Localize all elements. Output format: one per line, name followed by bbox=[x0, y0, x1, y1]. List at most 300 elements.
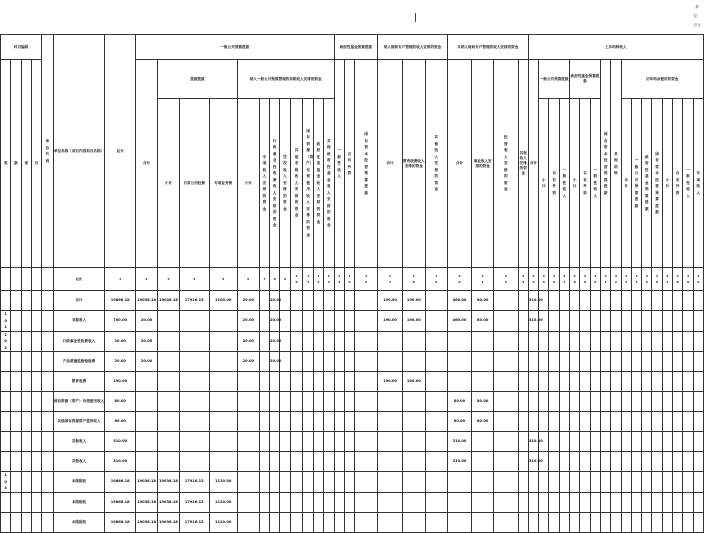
row-value bbox=[303, 392, 313, 412]
row-code-xiang bbox=[21, 432, 31, 452]
row-value bbox=[313, 412, 323, 432]
row-value bbox=[621, 492, 631, 512]
row-value bbox=[662, 452, 672, 472]
row-value bbox=[549, 432, 559, 452]
row-value bbox=[652, 372, 662, 392]
row-value bbox=[355, 291, 378, 311]
row-value bbox=[324, 392, 334, 412]
row-value bbox=[642, 412, 652, 432]
row-value bbox=[693, 452, 703, 472]
row-value bbox=[642, 311, 652, 332]
row-value: 190.00 bbox=[378, 291, 402, 311]
row-value bbox=[673, 492, 683, 512]
row-value bbox=[518, 412, 528, 432]
idx-cell: 10 bbox=[290, 268, 303, 291]
table-row bbox=[1, 372, 704, 392]
header-gf-1: 一般性收入 bbox=[334, 60, 344, 268]
row-value bbox=[402, 512, 425, 532]
row-unit-code bbox=[42, 412, 54, 432]
row-value bbox=[158, 452, 180, 472]
row-value bbox=[611, 432, 621, 452]
row-value bbox=[631, 472, 641, 493]
row-code-xiang bbox=[21, 372, 31, 392]
row-value bbox=[259, 452, 269, 472]
row-code-lei: 102 bbox=[1, 331, 11, 352]
row-value bbox=[237, 412, 259, 432]
row-value bbox=[652, 472, 662, 493]
row-value bbox=[642, 392, 652, 412]
row-code-lei bbox=[1, 291, 11, 311]
row-value bbox=[559, 392, 569, 412]
row-value bbox=[673, 512, 683, 532]
header-pb-gen: 一般公共预算拨款 bbox=[539, 60, 570, 99]
row-value bbox=[472, 472, 494, 493]
idx-cell: 9 bbox=[280, 268, 290, 291]
row-value: 19036.18 bbox=[136, 291, 158, 311]
row-value bbox=[539, 352, 549, 372]
row-value bbox=[539, 472, 549, 493]
row-value bbox=[621, 472, 631, 493]
row-value: 460.00 bbox=[447, 311, 471, 332]
row-value bbox=[378, 352, 402, 372]
row-value bbox=[344, 512, 354, 532]
row-value bbox=[693, 372, 703, 392]
row-value bbox=[518, 291, 528, 311]
row-value: 17916.15 bbox=[179, 291, 209, 311]
row-value bbox=[280, 311, 290, 332]
row-value bbox=[158, 412, 180, 432]
table-cell: 政府住房基金收入安排的资金 bbox=[313, 99, 323, 268]
row-value: 19036.18 bbox=[158, 291, 180, 311]
row-value bbox=[631, 492, 641, 512]
row-value bbox=[378, 512, 402, 532]
row-name: 其他收入 bbox=[53, 432, 105, 452]
row-value bbox=[425, 311, 447, 332]
idx-cell: 31 bbox=[600, 268, 610, 291]
row-value bbox=[179, 412, 209, 432]
header-incl-income: 纳入一般公共预算管理的非税收入安排的资金 bbox=[237, 60, 334, 99]
row-value bbox=[673, 392, 683, 412]
row-value bbox=[580, 412, 590, 432]
row-value bbox=[642, 512, 652, 532]
row-value bbox=[303, 512, 313, 532]
row-value bbox=[344, 311, 354, 332]
row-value bbox=[621, 372, 631, 392]
idx-cell: 8 bbox=[270, 268, 280, 291]
row-value bbox=[344, 452, 354, 472]
row-value bbox=[570, 432, 580, 452]
table-cell: 一般公共预算拨款 bbox=[631, 99, 641, 268]
row-value: 20.00 bbox=[136, 331, 158, 352]
idx-cell: 1 bbox=[105, 268, 136, 291]
row-value bbox=[158, 331, 180, 352]
row-value bbox=[518, 472, 528, 493]
row-value bbox=[600, 452, 610, 472]
idx-cell: 40 bbox=[693, 268, 703, 291]
header-code-group: 科目编码 bbox=[1, 35, 42, 60]
row-value bbox=[528, 392, 538, 412]
row-value bbox=[611, 392, 621, 412]
header-fiscal-special: 纳入财政专户管理的收入安排的资金 bbox=[378, 35, 448, 60]
idx-cell bbox=[42, 268, 54, 291]
row-value bbox=[528, 512, 538, 532]
row-value bbox=[355, 412, 378, 432]
idx-cell: 18 bbox=[402, 268, 425, 291]
row-value bbox=[611, 311, 621, 332]
row-value bbox=[600, 311, 610, 332]
row-name: 本级税收 bbox=[53, 512, 105, 532]
header-nf-other: 其他收入安排的资金 bbox=[518, 60, 528, 268]
header-gb-subtotal: 合计 bbox=[136, 60, 158, 268]
row-value bbox=[600, 432, 610, 452]
row-value bbox=[324, 512, 334, 532]
row-value bbox=[378, 392, 402, 412]
table-cell: 国有资源（资产）有偿使用收入安排的资金 bbox=[303, 99, 313, 268]
table-cell: 自有外资 bbox=[549, 99, 559, 268]
row-value: 1100.00 bbox=[209, 291, 237, 311]
row-value bbox=[355, 472, 378, 493]
row-value bbox=[290, 452, 303, 472]
row-value bbox=[209, 311, 237, 332]
row-value bbox=[447, 512, 471, 532]
row-value bbox=[590, 291, 600, 311]
row-code-xiang bbox=[21, 412, 31, 432]
row-value bbox=[472, 352, 494, 372]
row-value: 19866.18 bbox=[105, 492, 136, 512]
row-value bbox=[237, 392, 259, 412]
row-value bbox=[425, 512, 447, 532]
row-value bbox=[158, 432, 180, 452]
row-value: 20.00 bbox=[136, 311, 158, 332]
row-value bbox=[179, 372, 209, 392]
row-value bbox=[290, 512, 303, 532]
row-value: 190.00 bbox=[105, 372, 136, 392]
row-value bbox=[611, 331, 621, 352]
row-value bbox=[270, 392, 280, 412]
row-value bbox=[549, 352, 559, 372]
row-unit-code bbox=[42, 372, 54, 392]
row-code-kuan bbox=[11, 512, 21, 532]
row-value bbox=[237, 452, 259, 472]
row-value: 17916.15 bbox=[179, 492, 209, 512]
header-unit-name: 单位名称（项目内容科目名称） bbox=[53, 35, 105, 268]
row-value bbox=[549, 291, 559, 311]
row-code-kuan bbox=[11, 291, 21, 311]
row-value bbox=[590, 372, 600, 392]
row-name: 非税收入 bbox=[53, 311, 105, 332]
table-row bbox=[1, 472, 704, 493]
row-value bbox=[303, 492, 313, 512]
row-value bbox=[136, 372, 158, 392]
row-value bbox=[621, 432, 631, 452]
row-value bbox=[425, 492, 447, 512]
row-value bbox=[280, 291, 290, 311]
row-code-xiang bbox=[21, 472, 31, 493]
row-value bbox=[355, 452, 378, 472]
row-value bbox=[472, 512, 494, 532]
row-name: 合计 bbox=[53, 291, 105, 311]
row-value bbox=[662, 392, 672, 412]
row-value: 20.00 bbox=[136, 352, 158, 372]
row-code-mu bbox=[31, 392, 41, 412]
row-value bbox=[290, 412, 303, 432]
row-value bbox=[549, 372, 559, 392]
row-code-kuan bbox=[11, 432, 21, 452]
row-value bbox=[378, 331, 402, 352]
row-value bbox=[570, 291, 580, 311]
idx-cell: 17 bbox=[378, 268, 402, 291]
row-value bbox=[580, 372, 590, 392]
row-value bbox=[590, 472, 600, 493]
row-value bbox=[313, 512, 323, 532]
row-code-kuan bbox=[11, 452, 21, 472]
idx-cell: 11 bbox=[303, 268, 313, 291]
row-name: 本级税收 bbox=[53, 472, 105, 493]
row-value bbox=[580, 352, 590, 372]
idx-cell: 37 bbox=[662, 268, 672, 291]
row-value: 20.00 bbox=[270, 311, 280, 332]
row-value: 20.00 bbox=[237, 311, 259, 332]
header-nf-mgmt: 经营收入安排的资金 bbox=[494, 60, 518, 268]
row-value bbox=[447, 331, 471, 352]
row-value bbox=[290, 291, 303, 311]
idx-cell: 5 bbox=[209, 268, 237, 291]
row-value bbox=[344, 492, 354, 512]
header-ii-subtotal: 小计 bbox=[237, 99, 259, 268]
header-pb-fund: 政府性基金预算拨款 bbox=[570, 60, 601, 99]
idx-cell: 6 bbox=[237, 268, 259, 291]
row-value bbox=[494, 352, 518, 372]
row-code-kuan bbox=[11, 352, 21, 372]
row-value bbox=[425, 452, 447, 472]
row-value bbox=[683, 432, 693, 452]
row-value: 190.00 bbox=[402, 311, 425, 332]
row-value bbox=[209, 392, 237, 412]
header-ba-salary: 日常公用经费 bbox=[179, 99, 209, 268]
row-value bbox=[447, 372, 471, 392]
row-value bbox=[179, 331, 209, 352]
row-code-lei bbox=[1, 452, 11, 472]
row-value bbox=[270, 432, 280, 452]
row-value bbox=[631, 352, 641, 372]
idx-cell: 39 bbox=[683, 268, 693, 291]
row-value bbox=[570, 472, 580, 493]
row-value bbox=[631, 512, 641, 532]
row-value bbox=[237, 492, 259, 512]
row-value bbox=[303, 432, 313, 452]
row-value bbox=[136, 452, 158, 472]
row-code-xiang bbox=[21, 352, 31, 372]
row-code-lei bbox=[1, 372, 11, 392]
row-value bbox=[631, 331, 641, 352]
row-value bbox=[472, 372, 494, 392]
row-value bbox=[642, 331, 652, 352]
row-value bbox=[378, 432, 402, 452]
row-value bbox=[539, 392, 549, 412]
row-value bbox=[158, 352, 180, 372]
row-value bbox=[611, 372, 621, 392]
row-value bbox=[158, 392, 180, 412]
row-value bbox=[425, 331, 447, 352]
row-value bbox=[590, 331, 600, 352]
row-value bbox=[313, 392, 323, 412]
row-value bbox=[559, 291, 569, 311]
row-value bbox=[600, 291, 610, 311]
row-value bbox=[539, 512, 549, 532]
header-gf-2: 自有外资 bbox=[344, 60, 354, 268]
row-value bbox=[549, 412, 559, 432]
table-cell: 一般性收入 bbox=[559, 99, 569, 268]
row-value bbox=[642, 452, 652, 472]
row-value bbox=[290, 492, 303, 512]
row-value bbox=[136, 392, 158, 412]
row-value bbox=[518, 372, 528, 392]
row-code-kuan bbox=[11, 412, 21, 432]
row-value bbox=[559, 352, 569, 372]
row-value bbox=[303, 412, 313, 432]
row-value bbox=[600, 492, 610, 512]
row-value bbox=[611, 452, 621, 472]
row-value bbox=[693, 291, 703, 311]
row-value bbox=[447, 472, 471, 493]
row-value bbox=[179, 311, 209, 332]
row-value bbox=[673, 452, 683, 472]
row-value bbox=[693, 492, 703, 512]
row-value bbox=[313, 432, 323, 452]
row-value bbox=[549, 392, 559, 412]
row-value bbox=[652, 452, 662, 472]
row-value bbox=[693, 352, 703, 372]
row-value bbox=[539, 412, 549, 432]
row-code-xiang bbox=[21, 452, 31, 472]
row-value bbox=[631, 291, 641, 311]
idx-cell: 20 bbox=[447, 268, 471, 291]
table-cell: 政府性基金预算拨款 bbox=[642, 99, 652, 268]
row-value bbox=[425, 432, 447, 452]
row-value bbox=[344, 392, 354, 412]
row-value bbox=[662, 412, 672, 432]
row-value bbox=[355, 372, 378, 392]
row-value bbox=[280, 392, 290, 412]
row-value bbox=[621, 512, 631, 532]
row-value bbox=[136, 432, 158, 452]
row-value bbox=[344, 352, 354, 372]
row-value bbox=[683, 331, 693, 352]
row-value bbox=[683, 512, 693, 532]
row-value bbox=[590, 392, 600, 412]
row-value bbox=[259, 472, 269, 493]
row-value bbox=[344, 291, 354, 311]
row-code-mu bbox=[31, 291, 41, 311]
row-value bbox=[447, 492, 471, 512]
row-value bbox=[334, 492, 344, 512]
row-value bbox=[334, 472, 344, 493]
row-value bbox=[344, 372, 354, 392]
row-value bbox=[355, 512, 378, 532]
row-value bbox=[334, 352, 344, 372]
idx-cell: 24 bbox=[528, 268, 538, 291]
row-value bbox=[621, 412, 631, 432]
row-value: 20.00 bbox=[105, 331, 136, 352]
row-value bbox=[313, 331, 323, 352]
row-value bbox=[290, 311, 303, 332]
table-row bbox=[1, 311, 704, 332]
row-value bbox=[600, 331, 610, 352]
row-value bbox=[611, 291, 621, 311]
table-cell: 自有外资 bbox=[580, 99, 590, 268]
row-value: 80.00 bbox=[472, 392, 494, 412]
row-value bbox=[494, 472, 518, 493]
row-value bbox=[334, 432, 344, 452]
row-value bbox=[600, 472, 610, 493]
row-value bbox=[570, 452, 580, 472]
idx-cell: 14 bbox=[334, 268, 344, 291]
row-value bbox=[693, 392, 703, 412]
row-value bbox=[693, 412, 703, 432]
table-cell: 小计 bbox=[662, 99, 672, 268]
header-pb-self: 其他结转 bbox=[611, 60, 621, 268]
row-value bbox=[652, 412, 662, 432]
row-value bbox=[334, 452, 344, 472]
table-cell: 国有资本经营预算拨款 bbox=[652, 99, 662, 268]
idx-cell: 13 bbox=[324, 268, 334, 291]
row-value bbox=[611, 492, 621, 512]
row-value bbox=[280, 412, 290, 432]
row-value bbox=[334, 311, 344, 332]
row-value bbox=[237, 472, 259, 493]
row-value bbox=[334, 392, 344, 412]
row-value bbox=[673, 432, 683, 452]
row-value bbox=[683, 352, 693, 372]
row-value bbox=[270, 372, 280, 392]
row-value: 310.00 bbox=[528, 452, 538, 472]
idx-cell: 15 bbox=[344, 268, 354, 291]
row-value bbox=[259, 311, 269, 332]
row-unit-code bbox=[42, 291, 54, 311]
row-value bbox=[402, 412, 425, 432]
row-value: 1120.00 bbox=[209, 512, 237, 532]
row-value bbox=[600, 352, 610, 372]
row-value bbox=[402, 331, 425, 352]
row-value bbox=[693, 472, 703, 493]
row-value bbox=[334, 331, 344, 352]
row-value bbox=[683, 492, 693, 512]
row-value: 310.00 bbox=[447, 452, 471, 472]
row-value bbox=[259, 432, 269, 452]
row-value bbox=[334, 512, 344, 532]
header-nf-total: 合计 bbox=[447, 60, 471, 268]
row-value bbox=[447, 352, 471, 372]
row-value: 20.00 bbox=[270, 291, 280, 311]
row-value bbox=[570, 412, 580, 432]
row-code-xiang bbox=[21, 331, 31, 352]
row-value bbox=[662, 472, 672, 493]
table-row bbox=[1, 392, 704, 412]
row-value bbox=[673, 472, 683, 493]
row-value bbox=[693, 331, 703, 352]
row-value bbox=[662, 512, 672, 532]
row-value bbox=[652, 331, 662, 352]
row-value bbox=[652, 492, 662, 512]
row-value bbox=[580, 291, 590, 311]
row-value bbox=[270, 472, 280, 493]
row-unit-code bbox=[42, 492, 54, 512]
row-value bbox=[528, 492, 538, 512]
table-row bbox=[1, 432, 704, 452]
row-value bbox=[280, 352, 290, 372]
row-value: 20.00 bbox=[105, 352, 136, 372]
table-cell: 合计 bbox=[621, 99, 631, 268]
